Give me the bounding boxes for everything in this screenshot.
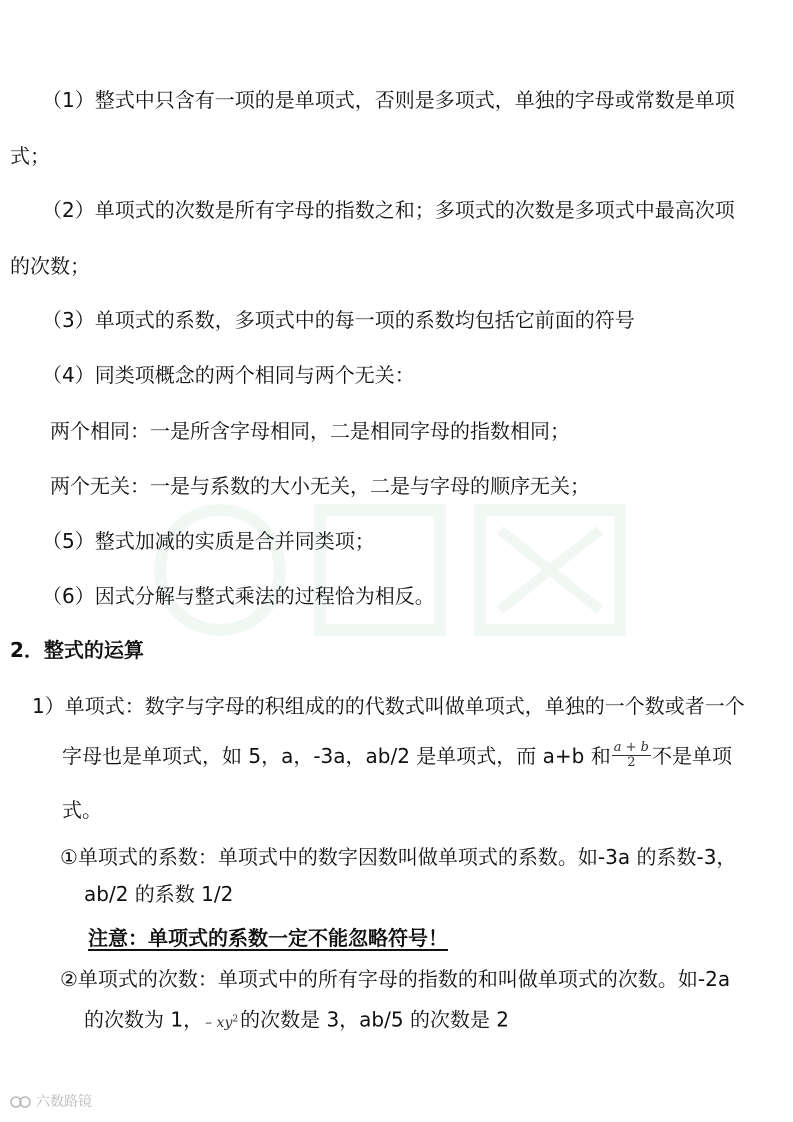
monomial-base: – xy [205,1014,233,1031]
monomial-expression [205,1015,238,1031]
sub2-line2 [84,1005,509,1037]
point1-line2-before: 字母也是单项式，如 5，a，-3a，ab/2 是单项式，而 a+b 和 [62,744,611,768]
point1-line1: 1）单项式：数字与字母的积组成的的代数式叫做单项式，单独的一个数或者一个 [32,694,745,718]
footer-logo [10,1092,92,1112]
item6: （6）因式分解与整式乘法的过程恰为相反。 [42,584,435,608]
sub1-line2: ab/2 的系数 1/2 [84,882,234,906]
point1-line2-after: 不是单项 [651,744,732,768]
fraction-denominator: 2 [627,755,636,770]
sub2-line2-after: 的次数是 3，ab/5 的次数是 2 [240,1007,510,1032]
item5: （5）整式加减的实质是合并同类项； [42,529,375,553]
sub1-line1: ①单项式的系数：单项式中的数字因数叫做单项式的系数。如-3a 的系数-3， [60,845,737,869]
logo-text: 六数路镜 [36,1094,92,1110]
fraction-expression [612,741,651,770]
item3: （3）单项式的系数，多项式中的每一项的系数均包括它前面的符号 [42,308,635,332]
item2-line1: （2）单项式的次数是所有字母的指数之和；多项式的次数是多项式中最高次项 [42,198,735,222]
section-heading: 2．整式的运算 [10,638,144,662]
sub2-line2-before: 的次数为 1， [84,1007,204,1032]
sub2-line1: ②单项式的次数：单项式中的所有字母的指数的和叫做单项式的次数。如-2a [60,967,731,991]
item1-line1: （1）整式中只含有一项的是单项式，否则是多项式，单独的字母或常数是单项 [42,88,735,112]
note-warning: 注意：单项式的系数一定不能忽略符号！ [88,926,448,950]
logo-icon [10,1094,32,1110]
point1-line3: 式。 [62,798,102,822]
item4-same: 两个相同：一是所含字母相同，二是相同字母的指数相同； [50,419,570,443]
point1-line2 [62,742,732,772]
fraction-numerator: a + b [613,740,649,755]
item2-line2: 的次数； [10,254,90,278]
item4: （4）同类项概念的两个相同与两个无关： [42,363,415,387]
item4-unrelated: 两个无关：一是与系数的大小无关，二是与字母的顺序无关； [50,474,590,498]
item1-line2: 式； [10,144,50,168]
monomial-exponent: 2 [232,1014,239,1024]
